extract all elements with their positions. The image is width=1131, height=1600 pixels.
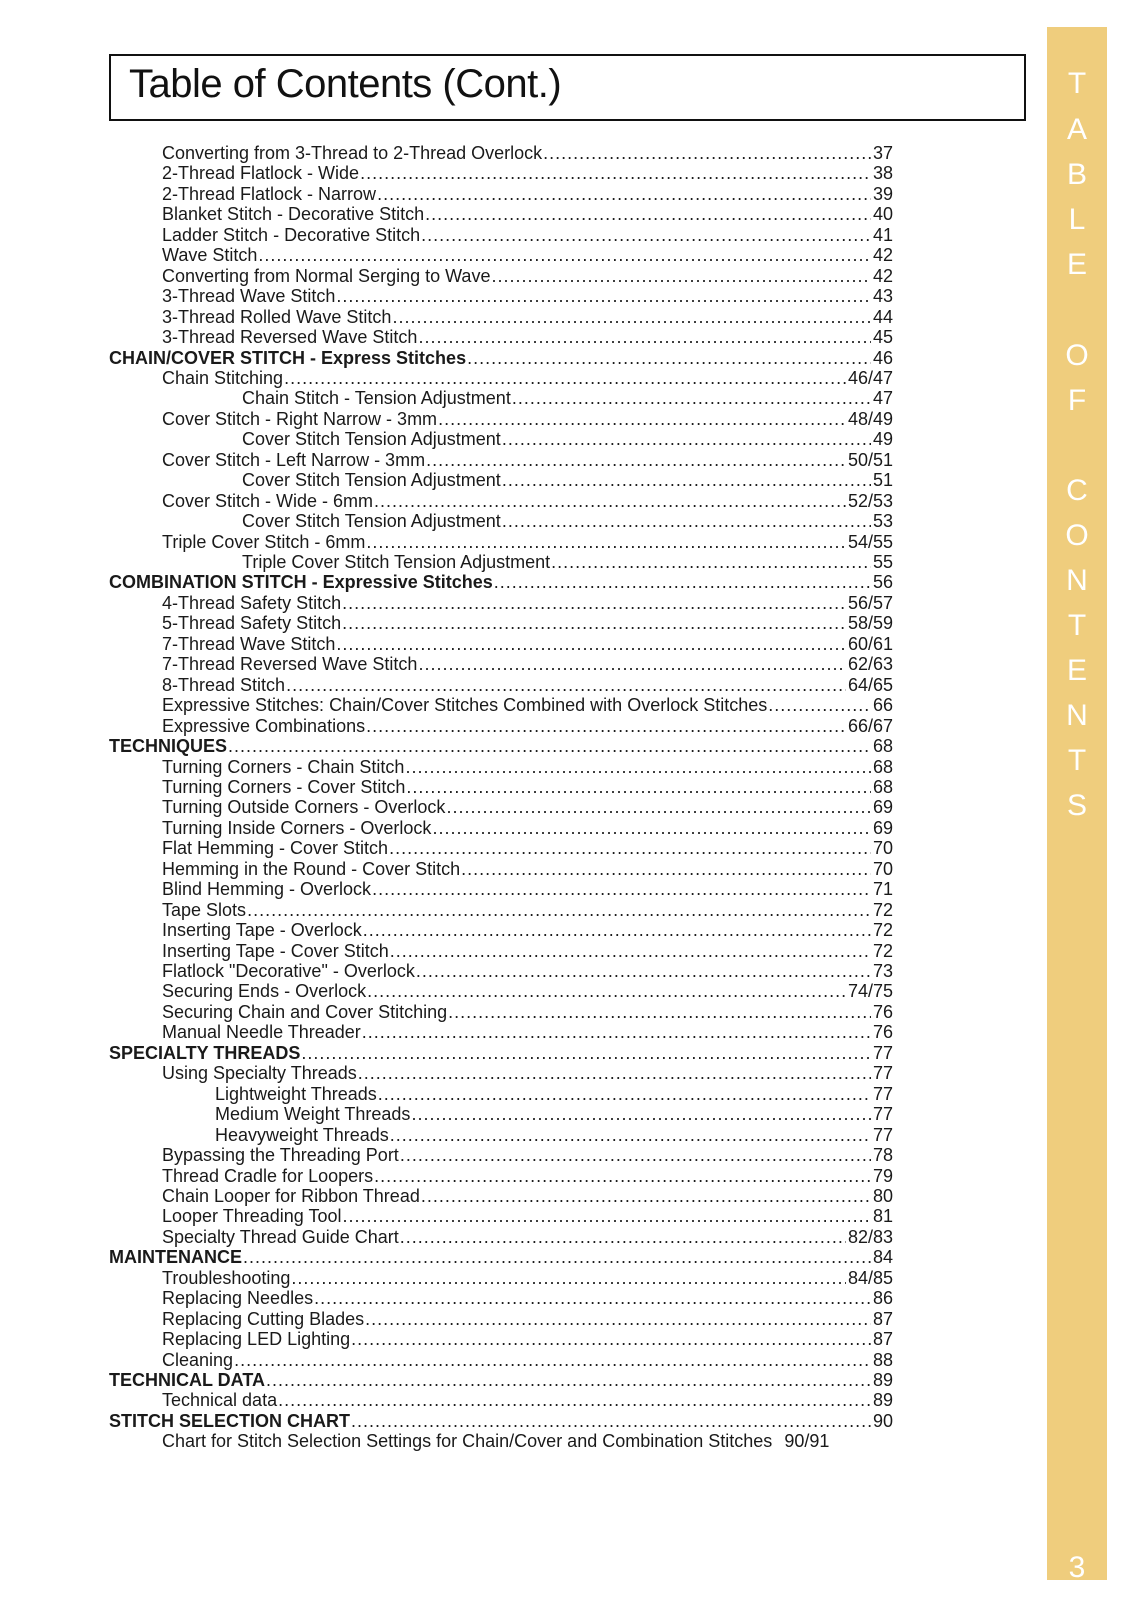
toc-page-number: 68 [872,756,893,777]
toc-entry-label: Cover Stitch Tension Adjustment [242,429,501,450]
toc-entry [162,1329,893,1350]
toc-page-number: 38 [872,163,893,184]
toc-entry [162,981,893,1002]
toc-dot-leader [390,941,871,962]
toc-page-number: 90/91 [784,1431,830,1452]
toc-entry-label: Replacing Needles [162,1288,314,1309]
toc-dot-leader [392,307,871,328]
toc-entry [162,450,893,471]
toc-entry [162,1288,893,1309]
toc-page-number: 44 [872,306,893,327]
toc-dot-leader [336,286,871,307]
toc-dot-leader [362,1022,871,1043]
toc-page-number: 73 [872,961,893,981]
toc-dot-leader [426,450,846,471]
toc-entry-label: Heavyweight Threads [215,1124,389,1145]
toc-entry-label: Blind Hemming - Overlock [162,879,372,900]
toc-dot-leader [291,1268,846,1289]
toc-entry-label: Chart for Stitch Selection Settings for Chain/Cover and Combination Stitches [162,1431,773,1452]
toc-dot-leader [336,634,846,655]
toc-entry [162,266,893,287]
toc-entry-label: Using Specialty Threads [162,1063,357,1084]
toc-entry [242,470,893,491]
toc-page-number: 89 [872,1390,893,1411]
toc-entry-label: TECHNICAL DATA [109,1370,265,1390]
toc-dot-leader [360,163,871,184]
toc-entry-label: Triple Cover Stitch - 6mm [162,531,366,552]
toc-dot-leader [228,736,871,757]
toc-dot-leader [278,1390,871,1411]
toc-page-number: 88 [872,1349,893,1370]
toc-page-number: 72 [872,899,893,920]
toc-entry-label: Turning Inside Corners - Overlock [162,817,432,838]
toc-page-number: 46 [872,347,893,368]
toc-entry-label: Expressive Stitches: Chain/Cover Stitches Combined with Overlock Stitches [162,695,768,716]
toc-dot-leader [342,1206,870,1227]
toc-entry [162,1145,893,1166]
toc-entry [162,757,893,778]
toc-dot-leader [416,961,871,982]
toc-entry [162,491,893,512]
toc-page-number: 79 [872,1165,893,1186]
toc-dot-leader [372,879,871,900]
toc-section-heading [109,1370,893,1391]
side-tab-letter: O [1065,519,1089,552]
toc-dot-leader [405,757,871,778]
toc-entry [162,859,893,880]
toc-entry-label: Troubleshooting [162,1267,291,1288]
toc-entry-label: Cover Stitch - Right Narrow - 3mm [162,408,438,429]
toc-entry-label: Technical data [162,1390,278,1411]
toc-entry-label: 3-Thread Wave Stitch [162,286,336,307]
toc-dot-leader [342,613,846,634]
toc-page-number: 53 [872,511,893,532]
toc-entry-label: Converting from Normal Serging to Wave [162,265,491,286]
toc-page-number: 82/83 [847,1226,893,1247]
toc-page-number: 58/59 [847,613,893,634]
toc-entry-label: MAINTENANCE [109,1247,242,1268]
toc-entry-label: Cover Stitch Tension Adjustment [242,470,501,491]
toc-entry [215,1125,893,1146]
toc-entry-label: 2-Thread Flatlock - Narrow [162,183,377,204]
side-tab-letter: N [1066,699,1088,732]
toc-page-number: 39 [872,183,893,204]
toc-entry-label: Expressive Combinations [162,715,366,736]
toc-dot-leader [342,593,846,614]
toc-entry-label: Lightweight Threads [215,1083,377,1104]
toc-dot-leader [367,981,846,1002]
toc-entry [242,429,893,450]
toc-entry-label: Thread Cradle for Loopers [162,1165,374,1186]
toc-page-number: 40 [872,204,893,225]
toc-dot-leader [494,572,871,593]
toc-dot-leader [406,777,871,798]
toc-page-number: 71 [872,879,893,900]
toc-entry-label: Cleaning [162,1349,234,1370]
toc-page-number: 68 [872,736,893,757]
side-tab-letter: C [1066,474,1088,507]
side-tab-letter: S [1066,789,1087,822]
toc-entry-label: Replacing Cutting Blades [162,1308,365,1329]
toc-dot-leader [234,1350,871,1371]
toc-entry [162,879,893,900]
toc-page-number: 62/63 [847,654,893,675]
toc-dot-leader [286,675,846,696]
toc-entry [162,532,893,553]
side-tab-letter: A [1066,113,1087,146]
toc-dot-leader [266,1370,871,1391]
toc-entry [162,634,893,655]
toc-page-number: 55 [872,552,893,572]
toc-entry [162,941,893,962]
toc-entry [162,245,893,266]
toc-entry-label: Turning Outside Corners - Overlock [162,797,446,818]
toc-page-number: 47 [872,388,893,409]
toc-page-number: 86 [872,1288,893,1309]
toc-page-number: 37 [872,143,893,163]
toc-page-number: 72 [872,940,893,961]
toc-dot-leader [448,1002,871,1023]
toc-section-heading [109,1411,893,1432]
toc-entry-label: Looper Threading Tool [162,1206,342,1227]
toc-entry [162,307,893,328]
toc-page-number: 56/57 [847,592,893,613]
toc-dot-leader [363,920,871,941]
toc-dot-leader [421,1186,871,1207]
toc-entry-label: Flat Hemming - Cover Stitch [162,838,389,859]
toc-dot-leader [551,552,871,573]
toc-entry [162,204,893,225]
toc-entry [215,1084,893,1105]
toc-entry-label: Chain Looper for Ribbon Thread [162,1185,420,1206]
toc-page-number: 60/61 [847,633,893,654]
toc-page-number: 42 [872,245,893,266]
toc-entry-label: Cover Stitch Tension Adjustment [242,511,501,532]
toc-entry [162,716,893,737]
toc-dot-leader [351,1411,871,1432]
toc-page-number: 81 [872,1206,893,1227]
toc-entry-label: Chain Stitch - Tension Adjustment [242,388,511,409]
toc-entry [242,388,893,409]
toc-dot-leader [461,859,871,880]
toc-entry-label: COMBINATION STITCH - Expressive Stitches [109,572,493,593]
toc-entry [162,1022,893,1043]
toc-entry-label: Bypassing the Threading Port [162,1145,399,1166]
toc-page-number: 77 [872,1104,893,1125]
toc-entry [215,1104,893,1125]
toc-dot-leader [365,1309,871,1330]
toc-entry [162,143,893,164]
toc-page-number: 52/53 [847,490,893,511]
toc-dot-leader [258,245,871,266]
toc-dot-leader [438,409,846,430]
toc-entry-label: 2-Thread Flatlock - Wide [162,163,360,184]
toc-dot-leader [374,491,846,512]
toc-page-number: 76 [872,1022,893,1043]
toc-entry [162,286,893,307]
toc-entry-label: Chain Stitching [162,367,284,388]
toc-entry [162,920,893,941]
toc-page-number: 87 [872,1308,893,1329]
toc-dot-leader [502,470,871,491]
toc-dot-leader [491,266,871,287]
toc-dot-leader [502,511,871,532]
toc-entry [242,511,893,532]
toc-entry-label: Tape Slots [162,899,247,920]
toc-entry [162,163,893,184]
toc-dot-leader [543,143,871,164]
toc-entry [162,1227,893,1248]
toc-entry [162,613,893,634]
toc-page-number: 51 [872,470,893,491]
side-tab-letter: T [1067,609,1087,642]
toc-entry [162,368,893,389]
toc-dot-leader [243,1247,871,1268]
toc-page-number: 90 [872,1410,893,1431]
toc-page-number: 66/67 [847,715,893,736]
toc-dot-leader [378,1084,871,1105]
toc-entry [162,838,893,859]
toc-entry [162,675,893,696]
toc-entry-label: Wave Stitch [162,245,258,266]
toc-dot-leader [400,1145,871,1166]
toc-dot-leader [502,429,871,450]
toc-entry [162,1166,893,1187]
toc-section-heading [109,348,893,369]
toc-entry [162,327,893,348]
side-tab-letter: F [1067,384,1087,417]
toc-entry [162,225,893,246]
toc-entry-label: 3-Thread Reversed Wave Stitch [162,327,418,348]
toc-page-number: 54/55 [847,531,893,552]
side-tab [1047,27,1107,1584]
toc-entry [162,184,893,205]
toc-entry-label: Replacing LED Lighting [162,1329,351,1350]
toc-dot-leader [301,1043,871,1064]
toc-entry [162,1002,893,1023]
toc-dot-leader [467,348,871,369]
toc-dot-leader [446,797,871,818]
toc-page-number: 48/49 [847,408,893,429]
toc-page-number: 77 [872,1124,893,1145]
toc-entry [162,1309,893,1330]
toc-entry [162,797,893,818]
toc-entry-label: Turning Corners - Cover Stitch [162,776,406,797]
toc-dot-leader [411,1104,871,1125]
toc-entry-label: TECHNIQUES [109,736,228,757]
toc-page-number: 41 [872,224,893,245]
toc-entry [162,409,893,430]
toc-page-number: 49 [872,429,893,450]
toc-page-number: 42 [872,265,893,286]
toc-entry-label: Inserting Tape - Cover Stitch [162,940,389,961]
toc-entry-label: Securing Chain and Cover Stitching [162,1001,448,1022]
side-tab-letter: E [1066,248,1087,281]
toc-section-heading [109,1043,893,1064]
side-tab-letter: T [1067,67,1087,100]
toc-entry-label: Inserting Tape - Overlock [162,920,362,941]
toc-entry [162,777,893,798]
toc-dot-leader [247,900,871,921]
toc-page-number: 87 [872,1329,893,1350]
toc-dot-leader [418,654,846,675]
toc-entry-label: Ladder Stitch - Decorative Stitch [162,224,421,245]
toc-entry [162,1268,893,1289]
toc-page-number: 77 [872,1042,893,1063]
toc-page-number: 66 [872,695,893,716]
toc-page-number: 77 [872,1083,893,1104]
toc-entry-label: Securing Ends - Overlock [162,981,367,1002]
toc-dot-leader [432,818,871,839]
page-number: 3 [1068,1551,1086,1584]
toc-dot-leader [389,838,871,859]
toc-entry [242,552,893,573]
toc-entry [162,593,893,614]
toc-page-number: 70 [872,838,893,859]
side-tab-letter: B [1066,158,1087,191]
toc-entry-label: Triple Cover Stitch Tension Adjustment [242,552,551,572]
toc-dot-leader [768,695,871,716]
title-box [109,54,1026,121]
toc-entry-label: Cover Stitch - Wide - 6mm [162,490,374,511]
toc-entry [162,1390,893,1411]
toc-entry-label: STITCH SELECTION CHART [109,1410,350,1431]
toc-page-number: 56 [872,572,893,593]
toc-entry [162,961,893,982]
toc-page-number: 50/51 [847,449,893,470]
toc-page-number: 80 [872,1185,893,1206]
page-title: Table of Contents (Cont.) [129,62,562,106]
toc-dot-leader [390,1125,871,1146]
toc-entry-label: Medium Weight Threads [215,1104,411,1125]
toc-page-number: 46/47 [847,367,893,388]
toc-section-heading [109,572,893,593]
toc-dot-leader [366,716,846,737]
toc-entry-label: Cover Stitch - Left Narrow - 3mm [162,449,426,470]
toc-page-number: 69 [872,797,893,818]
toc-page-number: 74/75 [847,981,893,1002]
toc-entry-label: CHAIN/COVER STITCH - Express Stitches [109,347,467,368]
toc-entry-label: 4-Thread Safety Stitch [162,592,342,613]
toc-dot-leader [374,1166,871,1187]
toc-entry [162,695,893,716]
toc-section-heading [109,1247,893,1268]
toc-dot-leader [358,1063,871,1084]
toc-page-number: 78 [872,1145,893,1166]
toc-page-number: 84/85 [847,1267,893,1288]
toc-entry-label: Flatlock "Decorative" - Overlock [162,961,415,981]
toc-entry [162,1431,893,1452]
toc-entry-label: Manual Needle Threader [162,1022,361,1043]
side-tab-letter: E [1066,654,1087,687]
toc-dot-leader [512,388,871,409]
toc-dot-leader [351,1329,871,1350]
toc-dot-leader [400,1227,846,1248]
toc-entry [162,1206,893,1227]
toc-page-number: 64/65 [847,674,893,695]
toc-page-number: 43 [872,286,893,307]
toc-entry [162,654,893,675]
toc-page-number: 84 [872,1247,893,1268]
toc-entry-label: 5-Thread Safety Stitch [162,613,342,634]
side-tab-letter: T [1067,744,1087,777]
toc-entry-label: 8-Thread Stitch [162,674,286,695]
toc-dot-leader [366,532,846,553]
toc-entry-label: Specialty Thread Guide Chart [162,1226,399,1247]
toc-entry [162,900,893,921]
toc-entry-label: Hemming in the Round - Cover Stitch [162,858,461,879]
toc-entry-label: 7-Thread Wave Stitch [162,633,336,654]
toc-dot-leader [284,368,846,389]
toc-entry [162,1063,893,1084]
toc-dot-leader [418,327,871,348]
toc-page-number: 69 [872,817,893,838]
toc-page-number: 70 [872,858,893,879]
toc-dot-leader [421,225,871,246]
toc-entry-label: 3-Thread Rolled Wave Stitch [162,306,392,327]
toc-page-number: 72 [872,920,893,941]
toc-section-heading [109,736,893,757]
toc-page-number: 45 [872,327,893,348]
side-tab-letter: O [1065,339,1089,372]
toc-dot-leader [377,184,871,205]
toc-entry-label: Converting from 3-Thread to 2-Thread Overlock [162,143,543,163]
toc-entry [162,1186,893,1207]
toc-entry-label: Turning Corners - Chain Stitch [162,756,405,777]
toc-entry [162,1350,893,1371]
toc-entry-label: SPECIALTY THREADS [109,1042,301,1063]
side-tab-letter: L [1068,203,1086,236]
toc-page-number: 68 [872,776,893,797]
toc-page-number: 77 [872,1063,893,1084]
toc-entry-label: Blanket Stitch - Decorative Stitch [162,204,425,225]
toc-entry [162,818,893,839]
toc-entry-label: 7-Thread Reversed Wave Stitch [162,654,418,675]
side-tab-letter: N [1066,564,1088,597]
toc-page-number: 76 [872,1001,893,1022]
toc-dot-leader [314,1288,871,1309]
toc-dot-leader [425,204,871,225]
toc-page-number: 89 [872,1370,893,1390]
